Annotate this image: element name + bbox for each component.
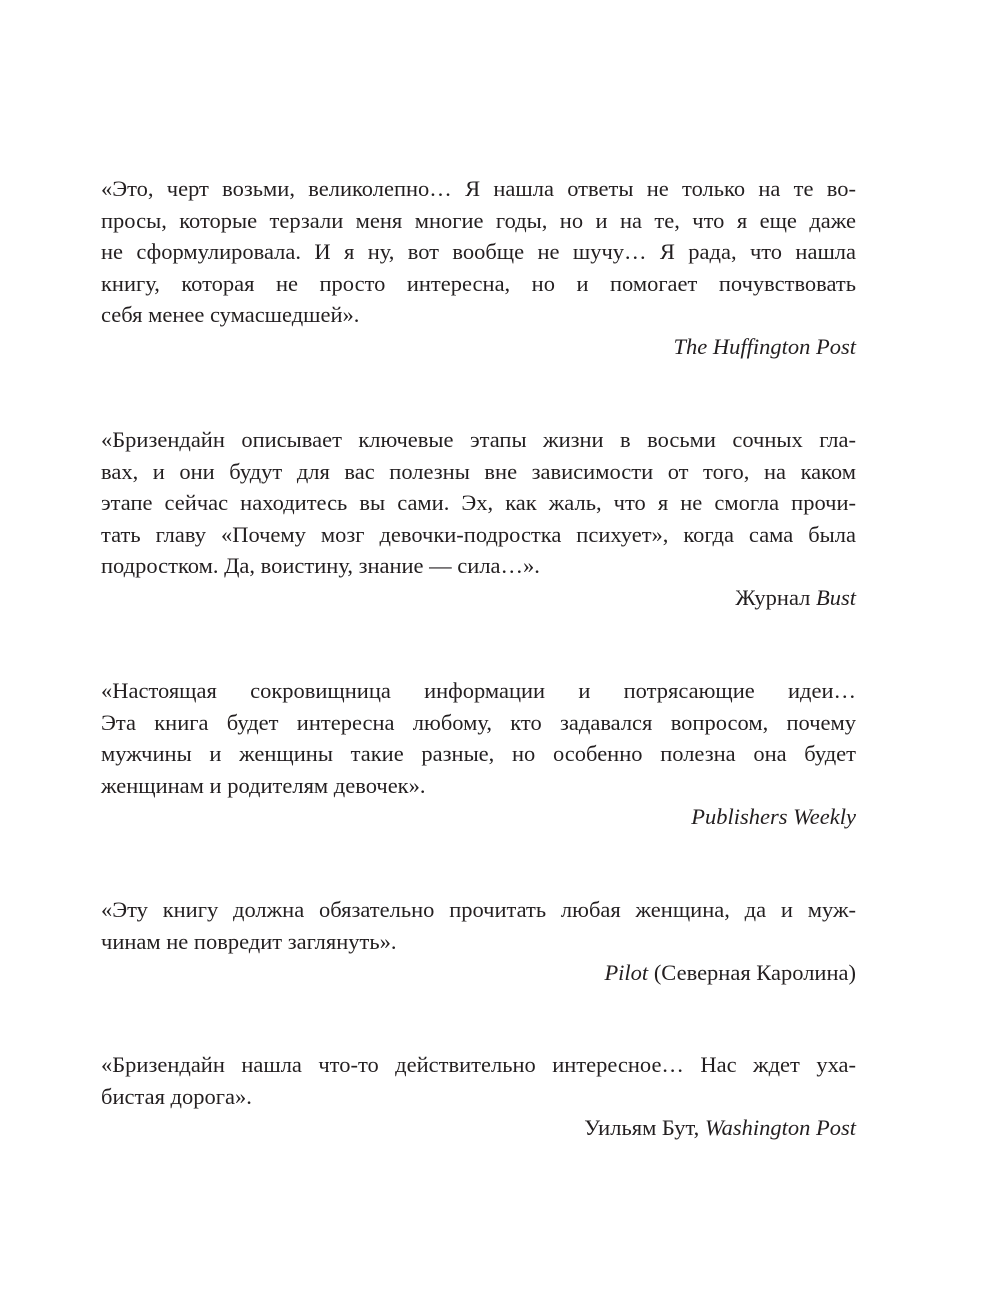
source-publication: Bust [815, 584, 856, 610]
review-source [101, 1112, 856, 1144]
source-prefix: Уильям Бут, [584, 1115, 705, 1140]
quote-line: книгу, которая не просто интересна, но и помогает почувствовать [101, 270, 856, 296]
quote-line: «Настоящая сокровищница информации и потрясающие идеи… [101, 678, 856, 703]
source-publication: Publishers Weekly [691, 804, 856, 829]
review-pilot [101, 894, 856, 989]
quote-line: вах, и они будут для вас полезны вне зависимости от того, на каком [101, 458, 856, 484]
source-prefix: Журнал [735, 584, 816, 610]
source-suffix: (Северная Каролина) [648, 960, 856, 985]
quote-line: чинам не повредит заглянуть». [101, 928, 397, 954]
review-source [101, 582, 856, 614]
quote-line: просы, которые терзали меня многие годы, но и на те, что я еще даже [101, 207, 856, 233]
quote-line: женщинам и родителям девочек». [101, 772, 426, 798]
review-bust [101, 424, 856, 613]
quote-line: себя менее сумасшедшей». [101, 302, 360, 327]
quote-line: мужчины и женщины такие разные, но особенно полезна она будет [101, 741, 856, 766]
quote-line: «Бризендайн нашла что-то действительно интересное… Нас ждет уха- [101, 1052, 856, 1077]
quote-line: бистая дорога». [101, 1083, 252, 1109]
quote-line: тать главу «Почему мозг девочки-подростка психует», когда сама была [101, 521, 856, 547]
quote-line: этапе сейчас находитесь вы сами. Эх, как жаль, что я не смогла прочи- [101, 490, 856, 515]
quote-line: подростком. Да, воистину, знание — сила…». [101, 553, 540, 578]
quote-line: не сформулировала. И я ну, вот вообще не шучу… Я рада, что нашла [101, 239, 856, 264]
quote-line: «Эту книгу должна обязательно прочитать любая женщина, да и муж- [101, 897, 856, 922]
quote-line: «Это, черт возьми, великолепно… Я нашла ответы не только на те во- [101, 176, 856, 201]
review-source [101, 801, 856, 833]
review-source [101, 957, 856, 989]
source-publication: Pilot [604, 960, 649, 985]
quote-line: Эта книга будет интересна любому, кто задавался вопросом, почему [101, 709, 856, 735]
review-huffington-post [101, 173, 856, 362]
source-publication: The Huffington Post [673, 333, 856, 359]
review-washington-post [101, 1049, 856, 1144]
source-publication: Washington Post [704, 1115, 856, 1140]
review-publishers-weekly [101, 675, 856, 833]
review-source [101, 331, 856, 363]
quote-line: «Бризендайн описывает ключевые этапы жизни в восьми сочных гла- [101, 427, 856, 452]
